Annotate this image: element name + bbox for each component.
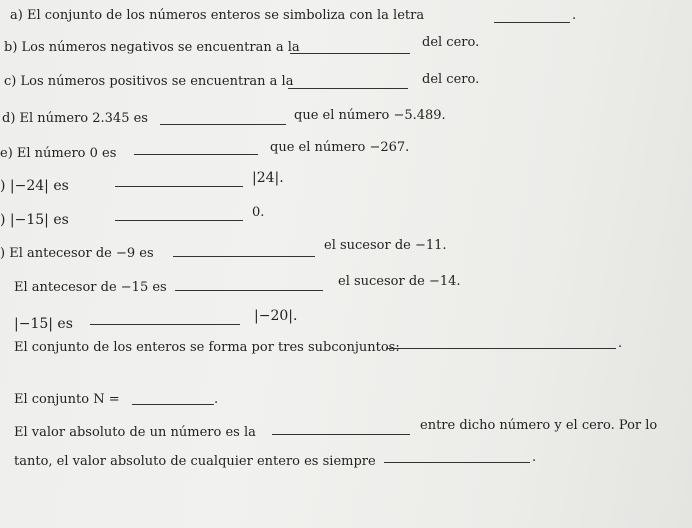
item-a-text: a) El conjunto de los números enteros se simboliza con la letra [10,8,425,23]
item-j-text: |−15| es [14,316,73,332]
item-i-end: el sucesor de −14. [338,274,461,289]
item-m-text: El valor absoluto de un número es la [14,425,256,440]
item-d-text: d) El número 2.345 es [2,111,148,126]
item-k-blank[interactable] [386,348,616,349]
item-c-blank[interactable] [288,88,408,89]
item-b-end: del cero. [422,35,480,50]
item-g-blank[interactable] [115,220,243,221]
item-h-end: el sucesor de −11. [324,238,447,253]
item-g-text: ) |−15| es [0,212,69,228]
item-n-end: . [532,450,537,465]
item-n-text: tanto, el valor absoluto de cualquier entero es siempre [14,454,376,469]
item-f-end: |24|. [252,170,284,186]
item-j-end: |−20|. [254,308,298,324]
item-a-end: . [572,8,577,23]
item-e-text: e) El número 0 es [0,146,117,161]
item-m-blank[interactable] [272,434,410,435]
item-h-blank[interactable] [173,256,315,257]
item-b-blank[interactable] [290,53,410,54]
item-f-blank[interactable] [115,186,243,187]
item-e-blank[interactable] [134,154,258,155]
item-l-end: . [214,392,219,407]
item-n-blank[interactable] [384,462,530,463]
item-k-end: . [618,336,623,351]
item-a-blank[interactable] [494,22,570,23]
item-i-blank[interactable] [175,290,323,291]
item-d-end: que el número −5.489. [294,108,446,123]
item-j-blank[interactable] [90,324,240,325]
item-m-end: entre dicho número y el cero. Por lo [420,418,658,433]
item-d-blank[interactable] [160,124,286,125]
item-i-text: El antecesor de −15 es [14,280,167,295]
item-l-blank[interactable] [132,404,214,405]
item-c-end: del cero. [422,72,480,87]
item-l-text: El conjunto N = [14,392,120,407]
item-g-end: 0. [252,205,265,220]
item-e-end: que el número −267. [270,140,410,155]
item-c-text: c) Los números positivos se encuentran a la [4,74,294,89]
item-h-text: ) El antecesor de −9 es [0,246,154,261]
item-k-text: El conjunto de los enteros se forma por tres subconjuntos: [14,340,400,355]
item-b-text: b) Los números negativos se encuentran a la [4,40,300,55]
item-f-text: ) |−24| es [0,178,69,194]
